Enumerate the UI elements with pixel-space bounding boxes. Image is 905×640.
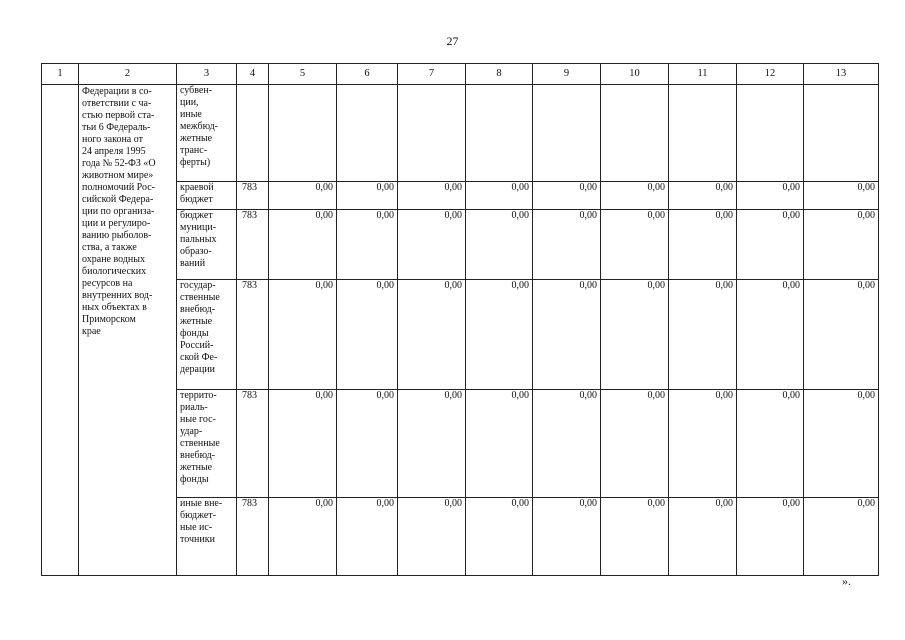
- value-cell: 0,00: [466, 390, 533, 498]
- value-cell: 0,00: [337, 182, 398, 210]
- column-header: 6: [337, 64, 398, 85]
- value-cell: 0,00: [337, 390, 398, 498]
- value-cell: [804, 85, 879, 182]
- column-number-row: [42, 64, 879, 85]
- value-cell: 0,00: [737, 498, 804, 576]
- value-cell: 0,00: [398, 182, 466, 210]
- value-cell: 0,00: [669, 210, 737, 280]
- value-cell: 0,00: [269, 182, 337, 210]
- value-cell: 0,00: [669, 498, 737, 576]
- funding-source: субвен- ции, иные межбюд- жетные транс- ферты): [177, 85, 237, 182]
- column-header: 10: [601, 64, 669, 85]
- value-cell: 0,00: [737, 210, 804, 280]
- value-cell: 0,00: [466, 182, 533, 210]
- value-cell: 0,00: [601, 498, 669, 576]
- value-cell: [533, 85, 601, 182]
- value-cell: [398, 85, 466, 182]
- column-header: 9: [533, 64, 601, 85]
- value-cell: 0,00: [533, 210, 601, 280]
- value-cell: 0,00: [669, 280, 737, 390]
- value-cell: 0,00: [533, 280, 601, 390]
- value-cell: 0,00: [337, 280, 398, 390]
- value-cell: 0,00: [804, 182, 879, 210]
- value-cell: 0,00: [804, 280, 879, 390]
- value-cell: 0,00: [533, 498, 601, 576]
- column-header: 12: [737, 64, 804, 85]
- column-header: 3: [177, 64, 237, 85]
- grbs-code: [237, 85, 269, 182]
- value-cell: [466, 85, 533, 182]
- grbs-code: 783: [237, 498, 269, 576]
- value-cell: 0,00: [269, 210, 337, 280]
- row-number-cell: [42, 85, 79, 576]
- value-cell: 0,00: [398, 280, 466, 390]
- grbs-code: 783: [237, 182, 269, 210]
- column-header: 2: [79, 64, 177, 85]
- value-cell: 0,00: [804, 390, 879, 498]
- page-number: 27: [446, 34, 459, 48]
- value-cell: 0,00: [398, 498, 466, 576]
- funding-source: краевой бюджет: [177, 182, 237, 210]
- value-cell: 0,00: [466, 280, 533, 390]
- value-cell: 0,00: [337, 210, 398, 280]
- value-cell: 0,00: [804, 210, 879, 280]
- value-cell: 0,00: [533, 182, 601, 210]
- value-cell: 0,00: [533, 390, 601, 498]
- grbs-code: 783: [237, 280, 269, 390]
- value-cell: 0,00: [466, 498, 533, 576]
- column-header: 1: [42, 64, 79, 85]
- measure-description: Федерации в со- ответствии с ча- стью первой ста- тьи 6 Федераль- ного закона от 24 апреля 1995 года № 52-ФЗ «О животном мире» полномочий Рос- сийской Федера- ции по организа- ции и регулиро- ванию рыболов- ства, а также охране водных биологических ресурсов на внутренних вод- ных объектах в Приморском крае: [79, 85, 177, 576]
- column-header: 8: [466, 64, 533, 85]
- value-cell: [601, 85, 669, 182]
- value-cell: 0,00: [804, 498, 879, 576]
- value-cell: 0,00: [337, 498, 398, 576]
- value-cell: 0,00: [601, 390, 669, 498]
- funding-source: бюджет муници- пальных образо- ваний: [177, 210, 237, 280]
- funding-source: государ- ственные внебюд- жетные фонды Россий- ской Фе- дерации: [177, 280, 237, 390]
- value-cell: 0,00: [398, 210, 466, 280]
- value-cell: 0,00: [669, 182, 737, 210]
- value-cell: 0,00: [737, 182, 804, 210]
- column-header: 4: [237, 64, 269, 85]
- grbs-code: 783: [237, 390, 269, 498]
- column-header: 13: [804, 64, 879, 85]
- value-cell: 0,00: [737, 280, 804, 390]
- closing-quote-mark: ».: [842, 574, 851, 588]
- value-cell: 0,00: [737, 390, 804, 498]
- column-header: 5: [269, 64, 337, 85]
- column-header: 11: [669, 64, 737, 85]
- table-row: [42, 85, 879, 182]
- value-cell: 0,00: [398, 390, 466, 498]
- value-cell: 0,00: [669, 390, 737, 498]
- value-cell: [737, 85, 804, 182]
- value-cell: [337, 85, 398, 182]
- funding-source: террито- риаль- ные гос- удар- ственные внебюд- жетные фонды: [177, 390, 237, 498]
- column-header: 7: [398, 64, 466, 85]
- budget-table: [41, 63, 879, 576]
- value-cell: [669, 85, 737, 182]
- value-cell: [269, 85, 337, 182]
- value-cell: 0,00: [601, 210, 669, 280]
- value-cell: 0,00: [466, 210, 533, 280]
- funding-source: иные вне- бюджет- ные ис- точники: [177, 498, 237, 576]
- grbs-code: 783: [237, 210, 269, 280]
- value-cell: 0,00: [269, 498, 337, 576]
- value-cell: 0,00: [269, 390, 337, 498]
- value-cell: 0,00: [269, 280, 337, 390]
- value-cell: 0,00: [601, 280, 669, 390]
- value-cell: 0,00: [601, 182, 669, 210]
